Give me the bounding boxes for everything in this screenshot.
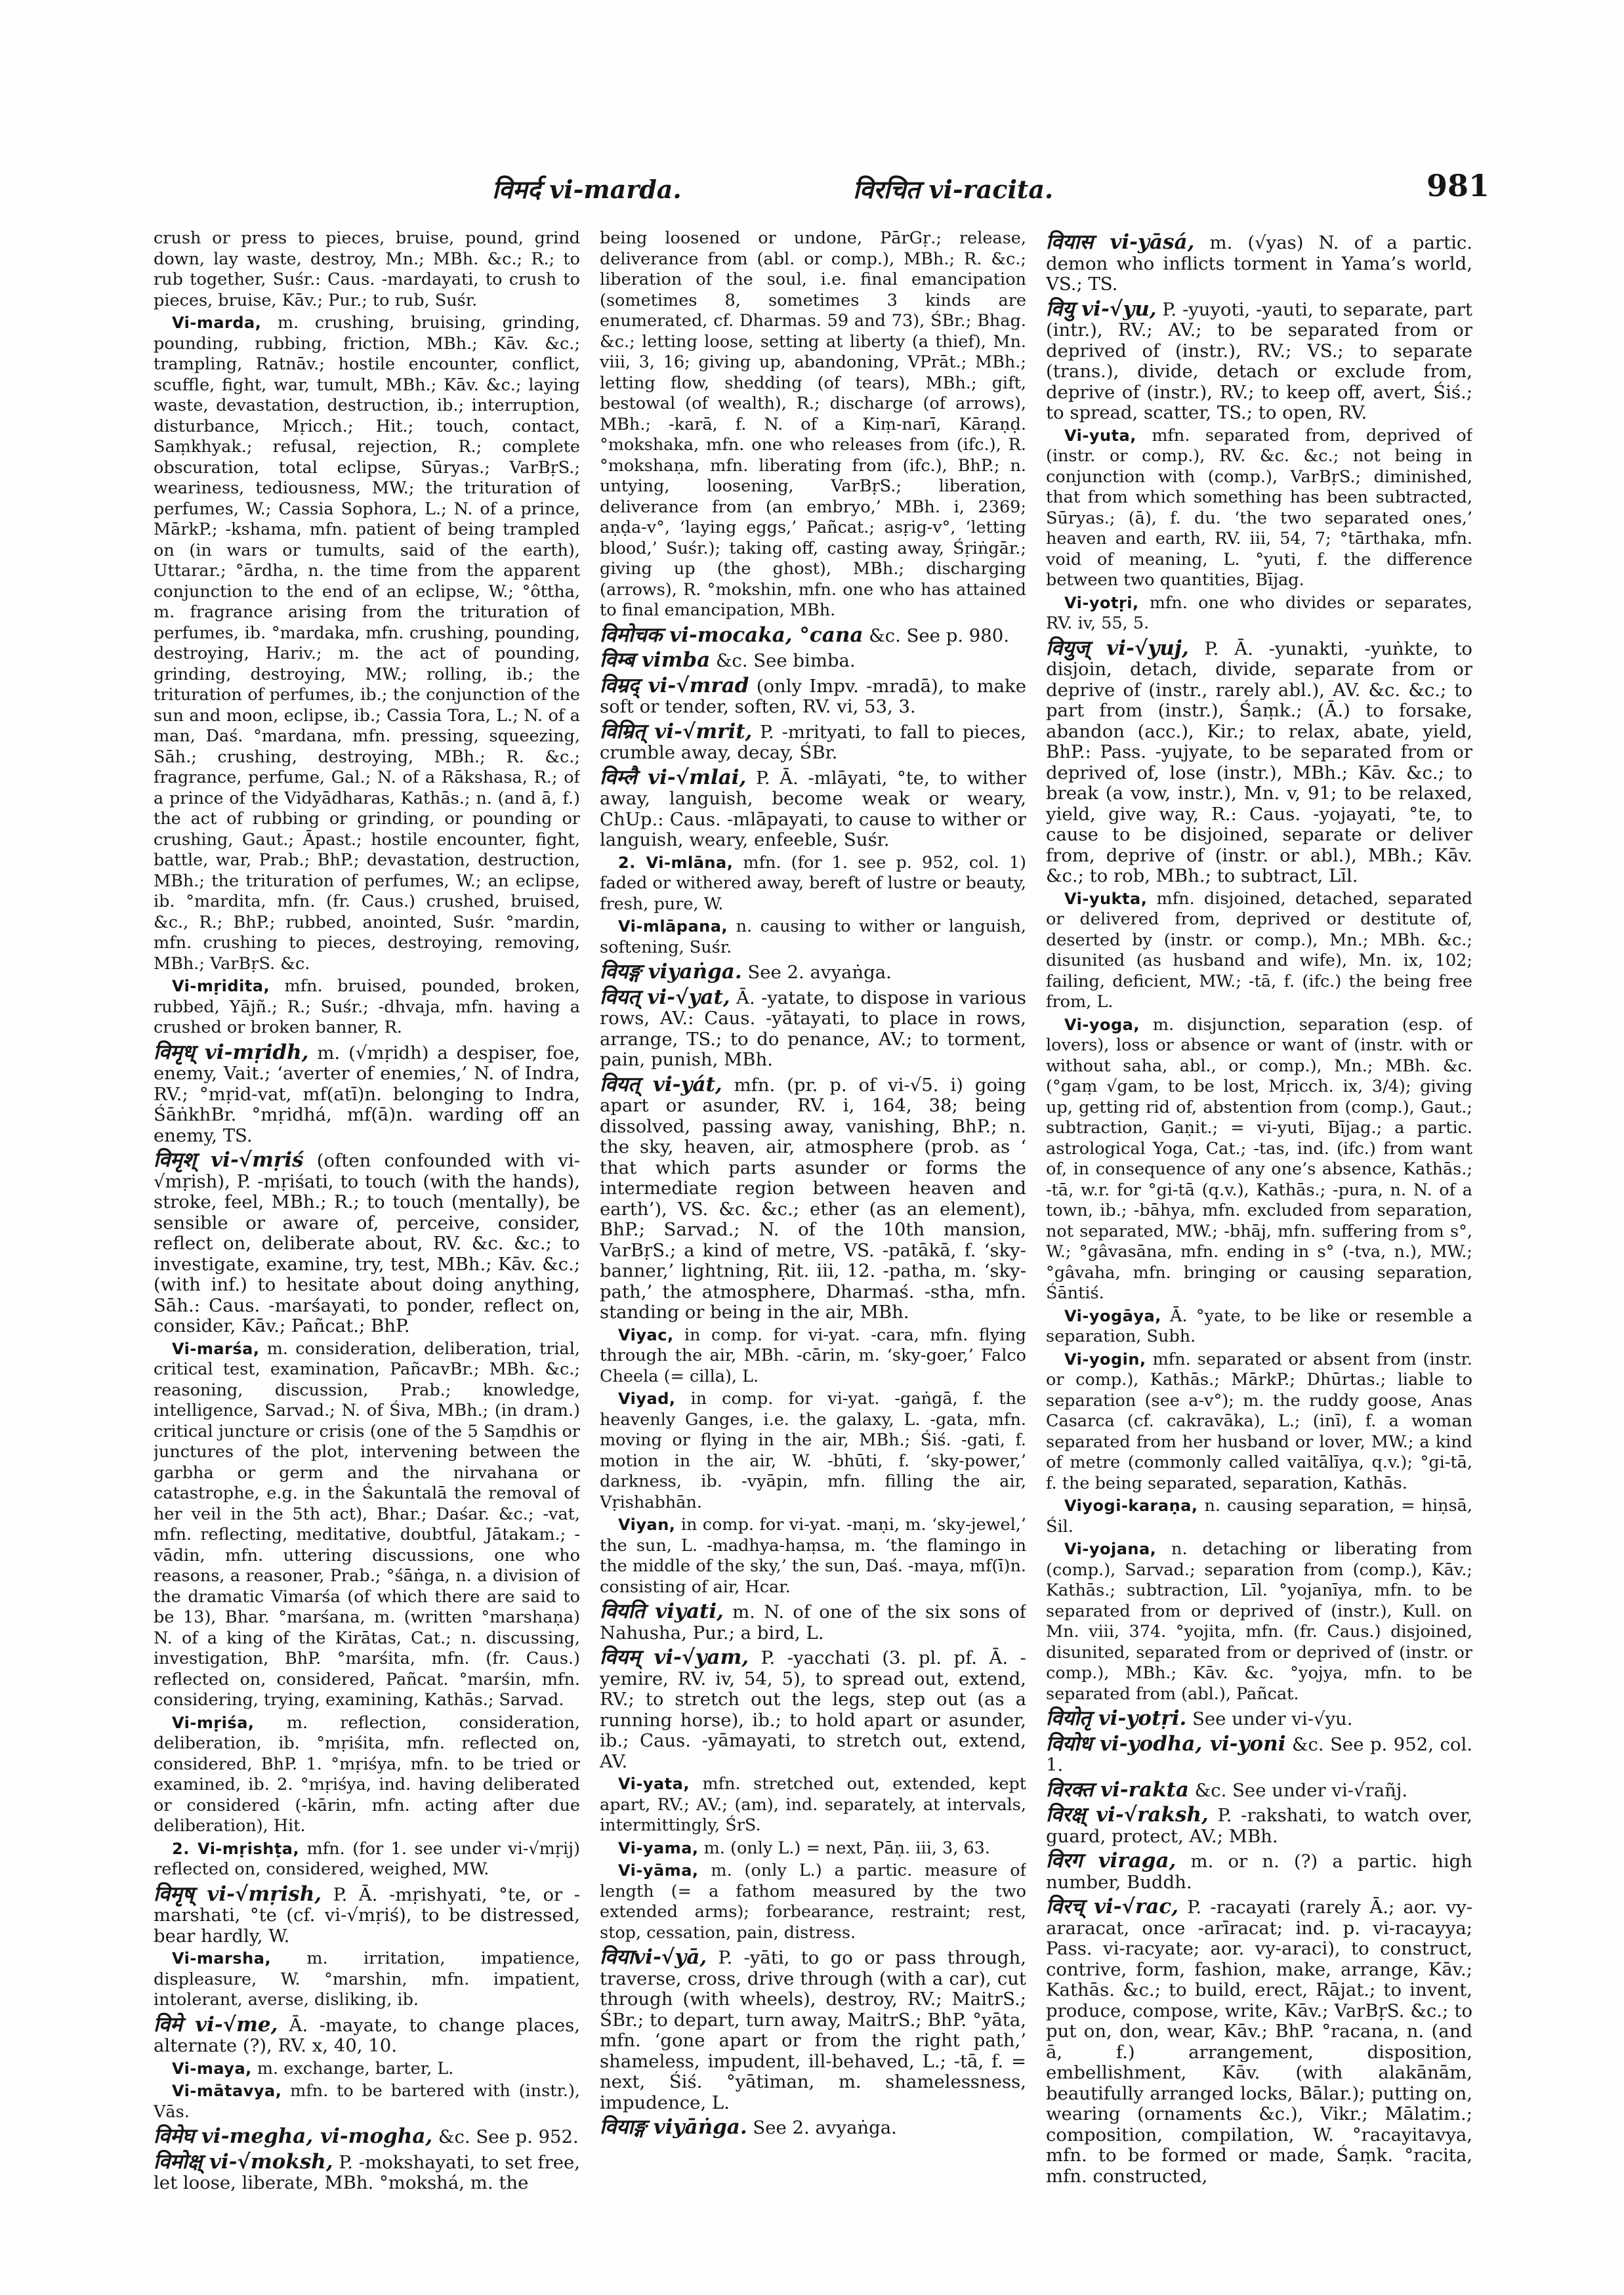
entry-headword: वियास vi-yāsá, — [1046, 230, 1195, 254]
entry-headword: विमे vi-√me, — [154, 2012, 278, 2037]
entry-definition: mfn. stretched out, extended, kept apart, RV.; AV.; (am), ind. separately, at intervals, intermittingly, ŚrS. — [600, 1774, 1026, 1835]
sub-entry — [154, 2059, 580, 2080]
entry-headword: Viyac, — [618, 1325, 674, 1344]
sub-entry — [600, 1389, 1026, 1513]
entry-headword: वियु vi-√yu, — [1046, 297, 1157, 321]
main-entry — [1046, 1708, 1472, 1730]
sub-entry — [600, 1325, 1026, 1388]
entry-headword: Vi-mlāpana, — [618, 917, 728, 936]
entry-headword: विमोक्ष् vi-√moksh, — [154, 2149, 333, 2174]
entry-headword: विमृश् vi-√mṛiś — [154, 1148, 304, 1172]
left-running-headword: विमर्द vi-marda. — [492, 175, 682, 204]
entry-headword: 2. Vi-mṛishṭa, — [172, 1839, 300, 1858]
entry-headword: विम्रित् vi-√mrit, — [600, 719, 753, 743]
entry-headword: वियुज् vi-√yuj, — [1046, 636, 1189, 660]
column-1 — [154, 228, 580, 2229]
sub-entry — [1046, 1306, 1472, 1348]
entry-definition: mfn. bruised, pounded, broken, rubbed, Yājñ.; R.; Suśr.; -dhvaja, mfn. having a crushed or broken banner, R. — [154, 976, 580, 1037]
sub-entry — [1046, 1015, 1472, 1304]
entry-headword: Vi-marda, — [172, 314, 262, 332]
entry-definition: crush or press to pieces, bruise, pound, grind down, lay waste, destroy, Mn.; MBh. &c.; R.; to rub together, Suśr.: Caus. -mardayati, to crush to pieces, bruise, Kāv.; Pur.; to rub, Suśr. — [154, 228, 580, 310]
main-entry — [600, 2117, 1026, 2139]
entry-definition: m. disjunction, separation (esp. of lovers), loss or absence or want of (instr. with or without saha, abl., or comp.), Mn.; MBh. &c. (°gaṃ √gam, to be lost, Mṛicch. ix, 3/4); giving up, getting rid of, abstention from (comp.), Gaut.; subtraction, Gaṇit.; = vi-yuti, Bījag.; a partic. astrological Yoga, Cat.; -tas, ind. (ifc.) from want of, in consequence of any one’s absence, Kathās.; -tā, w.r. for °gi-tā (q.v.), Kathās.; -pura, n. N. of a town, ib.; -bāhya, mfn. excluded from separation, not separated, MW.; -bhāj, mfn. suffering from s°, W.; °gâvasāna, mfn. ending in s° (-tva, n.), MW.; °gâvaha, mfn. bringing or causing separation, Śāntiś. — [1046, 1014, 1472, 1303]
continued-entry — [600, 228, 1026, 621]
entry-definition: m. (only L.) = next, Pāṇ. iii, 3, 63. — [703, 1838, 990, 1858]
entry-headword: वियत् vi-√yat, — [600, 985, 730, 1009]
entry-definition: P. -yacchati (3. pl. pf. Ā. -yemire, RV. iv, 54, 5), to spread out, extend, RV.; to stretch out the legs, step out (as a running horse), ib.; to hold apart or asunder, ib.; Caus. -yāmayati, to stretch out, extend, AV. — [600, 1647, 1026, 1772]
entry-definition: mfn. (pr. p. of vi-√5. i) going apart or asunder, RV. i, 164, 38; being dissolved, passing away, vanishing, BhP.; n. the sky, heaven, air, atmosphere (prob. as ‘ that which parts asunder or forms the intermediate region between heaven and earth’), VS. &c. &c.; ether (as an element), BhP.; Sarvad.; N. of the 10th mansion, VarBṛS.; a kind of metre, VS. -patākā, f. ‘sky-banner,’ lightning, Ṛit. iii, 12. -patha, m. ‘sky-path,’ the atmosphere, Dharmaś. -stha, mfn. standing or being in the air, MBh. — [600, 1074, 1026, 1323]
entry-definition: &c. See under vi-√rañj. — [1194, 1779, 1408, 1801]
main-entry — [600, 1602, 1026, 1644]
main-entry — [600, 1072, 1026, 1323]
entry-definition: Ā. -yatate, to dispose in various rows, AV.: Caus. -yātayati, to place in rows, arrange, TS.; to do penance, AV.; to torment, pain, punish, MBh. — [600, 987, 1026, 1070]
entry-headword: Vi-yuta, — [1064, 426, 1136, 445]
entry-definition: (often confounded with vi-√mṛish), P. -mṛiśati, to touch (with the hands), stroke, feel, MBh.; R.; to touch (mentally), be sensible or aware of, perceive, consider, reflect on, deliberate about, RV. &c. &c.; to investigate, examine, try, test, MBh.; Kāv. &c.; (with inf.) to hesitate about doing anything, Sāh.: Caus. -marśayati, to ponder, reflect on, consider, Kāv.; Pañcat.; BhP. — [154, 1150, 580, 1336]
column-2 — [600, 228, 1026, 2229]
entry-definition: (only Impv. -mradā), to make soft or tender, soften, RV. vi, 53, 3. — [600, 675, 1026, 717]
entry-headword: Vi-yojana, — [1064, 1540, 1157, 1558]
main-entry — [600, 987, 1026, 1071]
entry-definition: Ā. -mayate, to change places, alternate (?), RV. x, 40, 10. — [154, 2014, 580, 2056]
entry-headword: वियम् vi-√yam, — [600, 1645, 749, 1669]
entry-definition: mfn. separated or absent from (instr. or comp.), Kathās.; MārkP.; Dhūrtas.; liable to separation (see a-v°); m. the ruddy goose, Anas Casarca (cf. cakravāka), L.; (inī), f. a woman separated from her husband or lover, MW.; a kind of metre (commonly called vaitālīya, q.v.); °gi-tā, f. the being separated, separation, Kathās. — [1046, 1349, 1472, 1493]
entry-headword: Vi-mṛiśa, — [172, 1713, 255, 1732]
entry-definition: P. Ā. -yunakti, -yuṅkte, to disjoin, detach, divide, separate from or deprive of (instr., rarely abl.), AV. &c. &c.; to part from (instr.), Śaṃk.; (Ā.) to forsake, abandon (acc.), Kir.; to relax, abate, yield, BhP.: Pass. -yujyate, to be separated from or deprived of, lose (instr.), MBh.; Kāv. &c.; to break (a vow, instr.), Mn. v, 91; to be relaxed, yield, give way, R.: Caus. -yojayati, °te, to cause to be disjoined, separate or deliver from, deprive of (instr. or abl.), MBh.; Kāv. &c.; to rob, MBh.; to subtract, Līl. — [1046, 638, 1472, 886]
entry-headword: Vi-yāma, — [618, 1861, 699, 1880]
entry-headword: विरच् vi-√rac, — [1046, 1895, 1179, 1918]
entry-definition: See 2. avyaṅga. — [747, 962, 892, 983]
entry-definition: m. exchange, barter, L. — [257, 2058, 454, 2078]
entry-headword: Vi-marsha, — [172, 1949, 272, 1968]
main-entry — [1046, 1731, 1472, 1776]
entry-headword: विम्ब vimba — [600, 648, 711, 672]
entry-definition: P. Ā. -mlāyati, °te, to wither away, languish, become weak or weary, ChUp.: Caus. -mlāpayati, to cause to wither or languish, weary, enfeeble, Suśr. — [600, 767, 1026, 850]
entry-definition: n. causing to wither or languish, softening, Suśr. — [600, 917, 1026, 957]
entry-definition: Ā. °yate, to be like or resemble a separation, Subh. — [1046, 1306, 1472, 1346]
entry-definition: n. detaching or liberating from (comp.), Sarvad.; separation from (comp.), Kāv.; Kathās.; subtraction, Līl. °yojanīya, mfn. to be separated from or deprived of (instr.), Kull. on Mn. viii, 374. °yojita, mfn. (fr. Caus.) disjoined, disunited, separated from or deprived of (instr. or comp.), MBh.; Kāv. &c. °yojya, mfn. to be separated from (abl.), Pañcat. — [1046, 1539, 1472, 1704]
main-entry — [1046, 638, 1472, 887]
entry-headword: विमोचक vi-mocaka, °cana — [600, 623, 864, 647]
entry-definition: See under vi-√yu. — [1192, 1708, 1353, 1729]
sub-entry — [600, 1515, 1026, 1598]
entry-definition: See 2. avyaṅga. — [753, 2117, 897, 2138]
entry-headword: वियति viyati, — [600, 1600, 724, 1623]
main-entry — [1046, 1897, 1472, 2187]
entry-headword: वियाङ्ग viyāṅga. — [600, 2115, 747, 2139]
sub-entry — [600, 1861, 1026, 1943]
entry-definition: &c. See bimba. — [715, 650, 856, 671]
entry-definition: m. (√mṛidh) a despiser, foe, enemy, Vait.; ‘averter of enemies,’ N. of Indra, RV.; °mṛid-vat, mf(atī)n. belonging to Indra, ŚāṅkhBr. °mṛidhá, mf(ā)n. warding off an enemy, TS. — [154, 1042, 580, 1146]
sub-entry — [154, 1839, 580, 1880]
sub-entry — [1046, 593, 1472, 634]
entry-headword: Vi-yotṛi, — [1064, 593, 1139, 612]
entry-definition: in comp. for vi-yat. -gaṅgā, f. the heavenly Ganges, i.e. the galaxy, L. -gata, mfn. moving or flying in the air, MBh.; Śiś. -gati, f. motion in the air, W. -bhūti, f. ‘sky-power,’ darkness, ib. -vyāpin, mfn. filling the air, Vṛishabhān. — [600, 1389, 1026, 1512]
entry-headword: Vi-yata, — [618, 1775, 690, 1793]
main-entry — [1046, 1851, 1472, 1893]
entry-definition: m. reflection, consideration, deliberation, ib. °mṛiśita, mfn. reflected on, considered, BhP. 1. °mṛiśya, mfn. to be tried or examined, ib. 2. °mṛiśya, ind. having deliberated or considered (-kārin, mfn. acting after due deliberation), Hit. — [154, 1712, 580, 1836]
entry-definition: &c. See p. 980. — [869, 625, 1010, 646]
sub-entry — [154, 1713, 580, 1837]
sub-entry — [600, 1774, 1026, 1836]
entry-definition: P. Ā. -mṛishyati, °te, or -marshati, °te (cf. vi-√mṛiś), to be distressed, bear hardly, W. — [154, 1884, 580, 1947]
sub-entry — [154, 1339, 580, 1711]
main-entry — [154, 2149, 580, 2194]
main-entry — [600, 625, 1026, 647]
entry-headword: Viyad, — [618, 1390, 676, 1408]
entry-headword: Viyogi-karaṇa, — [1064, 1497, 1198, 1515]
entry-headword: Vi-mātavya, — [172, 2082, 282, 2100]
entry-headword: विम्लै vi-√mlai, — [600, 765, 747, 789]
main-entry — [600, 719, 1026, 764]
entry-headword: विरक्त vi-rakta — [1046, 1777, 1189, 1802]
main-entry — [154, 1150, 580, 1337]
entry-headword: Vi-maya, — [172, 2059, 252, 2078]
entry-headword: वियङ्ग viyaṅga. — [600, 960, 742, 983]
main-entry — [154, 1040, 580, 1147]
entry-headword: वियत् vi-yát, — [600, 1072, 722, 1096]
main-entry — [600, 673, 1026, 718]
entry-definition: P. -mrityati, to fall to pieces, crumble away, decay, ŚBr. — [600, 721, 1026, 763]
entry-definition: m. irritation, impatience, displeasure, W. °marshin, mfn. impatient, intolerant, averse, disliking, ib. — [154, 1949, 580, 2010]
entry-definition: mfn. disjoined, detached, separated or delivered from, deprived or destitute of, deserted by (instr. or comp.), Mn.; MBh. &c.; disunited (as husband and wife), Mn. ix, 102; failing, deficient, MW.; -tā, f. (ifc.) the being free from, L. — [1046, 888, 1472, 1012]
entry-headword: विमृध् vi-mṛidh, — [154, 1040, 309, 1064]
sub-entry — [154, 313, 580, 974]
column-3 — [1046, 228, 1472, 2229]
entry-definition: m. (√yas) N. of a partic. demon who inflicts torment in Yama’s world, VS.; TS. — [1046, 232, 1472, 295]
entry-headword: Vi-yama, — [618, 1838, 699, 1857]
entry-definition: being loosened or undone, PārGṛ.; release, deliverance from (abl. or comp.), MBh.; R. &c.; liberation of the soul, i.e. final emancipation (sometimes 8, sometimes 3 kinds are enumerated, cf. Dharmas. 59 and 73), ŚBr.; Bhag. &c.; letting loose, setting at liberty (a thief), Mn. viii, 3, 16; giving up, abandoning, VPrāt.; MBh.; letting flow, shedding (of tears), MBh.; gift, bestowal (of wealth), R.; discharge (of arrows), MBh.; -karā, f. N. of a Kiṃ-narī, Kāraṇḍ. °mokshaka, mfn. one who releases from (ifc.), R. °mokshaṇa, mfn. liberating from (ifc.), BhP.; n. untying, loosening, VarBṛS.; liberation, deliverance from (an embryo,’ MBh. i, 2369; aṇḍa-v°, ‘laying eggs,’ Pañcat.; asṛig-v°, ‘letting blood,’ Suśr.); taking off, casting away, Śṛiṅgār.; giving up (the ghost), MBh.; discharging (arrows), R. °mokshin, mfn. one who has attained to final emancipation, MBh. — [600, 228, 1026, 620]
entry-definition: in comp. for vi-yat. -cara, mfn. flying through the air, MBh. -cārin, m. ‘sky-goer,’ Falco Cheela (= cilla), L. — [600, 1325, 1026, 1386]
entry-definition: P. -rakshati, to watch over, guard, protect, AV.; MBh. — [1046, 1805, 1472, 1847]
entry-definition: P. -racayati (rarely Ā.; aor. vy-araracat, once -arīracat; ind. p. vi-racayya; Pass. vi-racyate; aor. vy-araci), to construct, contrive, form, fashion, make, arrange, Kāv.; Kathās. &c.; to build, erect, Rājat.; to invent, produce, compose, write, Kāv.; VarBṛS. &c.; to put on, don, wear, Kāv.; BhP. °racana, n. (and ā, f.) arrangement, disposition, embellishment, Kāv. (with alakānām, beautifully arranged locks, Bālar.); putting on, wearing (ornaments &c.), Vikr.; Mālatim.; composition, compilation, W. °racayitavya, mfn. to be formed or made, Śaṃk. °racita, mfn. constructed, — [1046, 1897, 1472, 2187]
entry-headword: वियाvi-√yā, — [600, 1945, 707, 1969]
entry-definition: mfn. (for 1. see under vi-√mṛij) reflected on, considered, weighed, MW. — [154, 1838, 580, 1879]
entry-headword: Vi-yoga, — [1064, 1015, 1140, 1034]
entry-definition: n. causing separation, = hiṇsā, Śil. — [1046, 1496, 1472, 1537]
main-entry — [600, 765, 1026, 851]
entry-headword: वियोध vi-yodha, vi-yoni — [1046, 1731, 1286, 1756]
sub-entry — [1046, 1539, 1472, 1705]
sub-entry — [154, 2081, 580, 2122]
sub-entry — [600, 853, 1026, 915]
main-entry — [600, 1947, 1026, 2113]
sub-entry — [1046, 1496, 1472, 1537]
sub-entry — [1046, 426, 1472, 591]
entry-headword: Vi-yukta, — [1064, 889, 1148, 908]
entry-headword: Vi-mṛidita, — [172, 977, 270, 995]
entry-headword: विरक्ष् vi-√raksh, — [1046, 1803, 1209, 1827]
entry-definition: mfn. (for 1. see p. 952, col. 1) faded or withered away, bereft of lustre or beauty, fresh, pure, W. — [600, 852, 1026, 914]
entry-definition: mfn. one who divides or separates, RV. iv, 55, 5. — [1046, 592, 1472, 633]
sub-entry — [154, 1949, 580, 2011]
entry-definition: m. N. of one of the six sons of Nahusha, Pur.; a bird, L. — [600, 1602, 1026, 1644]
main-entry — [1046, 1777, 1472, 1802]
main-entry — [154, 1884, 580, 1947]
entry-definition: &c. See p. 952, col. 1. — [1046, 1733, 1472, 1775]
entry-definition: m. consideration, deliberation, trial, critical test, examination, PañcavBr.; MBh. &c.; reasoning, discussion, Prab.; knowledge, intelligence, Sarvad.; N. of Śiva, MBh.; (in dram.) critical juncture or crisis (one of the 5 Saṃdhis or junctures of the plot, intervening between the garbha or germ and the nirvahana or catastrophe, e.g. in the Śakuntalā the removal of her veil in the 5th act), Bhar.; Daśar. &c.; -vat, mfn. reflecting, meditative, doubtful, Jātakam.; -vādin, mfn. uttering discussions, one who reasons, a reasoner, Prab.; °śāṅga, n. a division of the dramatic Vimarśa (of which there are said to be 13), Bhar. °marśana, m. (written °marshaṇa) N. of a king of the Kirātas, Cat.; n. discussing, investigation, BhP. °marśita, mfn. (fr. Caus.) reflected on, considered, Pañcat. °marśin, mfn. considering, trying, examining, Kathās.; Sarvad. — [154, 1338, 580, 1710]
entry-headword: 2. Vi-mlāna, — [618, 853, 734, 872]
entry-headword: Vi-marśa, — [172, 1339, 260, 1358]
main-entry — [1046, 299, 1472, 424]
entry-definition: in comp. for vi-yat. -maṇi, m. ‘sky-jewel,’ the sun, L. -madhya-haṃsa, m. ‘the flamingo in the middle of the sky,’ the sun, Daś. -maya, mf(ī)n. consisting of air, Hcar. — [600, 1515, 1026, 1597]
entry-headword: Vi-yogin, — [1064, 1350, 1146, 1369]
main-entry — [600, 1647, 1026, 1772]
page-number: 981 — [1426, 168, 1489, 203]
entry-definition: mfn. separated from, deprived of (instr. or comp.), RV. &c. &c.; not being in conjunction with (comp.), VarBṛS.; diminished, that from which something has been subtracted, Sūryas.; (ā), f. du. ‘the two separated ones,’ heaven and earth, RV. iii, 54, 7; °tārthaka, mfn. void of meaning, L. °yuti, f. the difference between two quantities, Bījag. — [1046, 425, 1472, 590]
entry-headword: विम्रद् vi-√mrad — [600, 673, 749, 697]
entry-headword: विरग viraga, — [1046, 1849, 1176, 1872]
entry-definition: m. crushing, bruising, grinding, pounding, rubbing, friction, MBh.; Kāv. &c.; trampling, Ratnāv.; hostile encounter, conflict, scuffle, fight, war, tumult, MBh.; Kāv. &c.; laying waste, devastation, destruction, ib.; interruption, disturbance, Mṛicch.; Hit.; touch, contact, Saṃkhyak.; refusal, rejection, R.; complete obscuration, total eclipse, Sūryas.; VarBṛS.; weariness, tediousness, MW.; the trituration of perfumes, W.; Cassia Sophora, L.; N. of a prince, MārkP.; -kshama, mfn. patient of being trampled on (in wars or tumults, said of the earth), Uttarar.; °ārdha, n. the time from the apparent conjunction to the end of an eclipse, W.; °ôttha, m. fragrance arising from the trituration of perfumes, ib. °mardaka, mfn. crushing, pounding, destroying, Hariv.; m. the act of pounding, grinding, destroying, MW.; rolling, ib.; the trituration of perfumes, ib.; the conjunction of the sun and moon, eclipse, ib.; Cassia Tora, L.; N. of a man, Daś. °mardana, mfn. pressing, squeezing, Sāh.; crushing, destroying, MBh.; R. &c.; fragrance, perfume, Gal.; N. of a Rākshasa, R.; of a prince of the Vidyādharas, Kathās.; n. (and ā, f.) the act of rubbing or grinding, or pounding or crushing, Gaut.; Āpast.; hostile encounter, fight, battle, war, Prab.; BhP.; devastation, destruction, MBh.; the trituration of perfumes, W.; an eclipse, ib. °mardita, mfn. (fr. Caus.) crushed, bruised, &c., R.; BhP.; rubbed, anointed, Suśr. °mardin, mfn. crushing to pieces, destroying, removing, MBh.; VarBṛS. &c. — [154, 313, 580, 974]
entry-definition: m. (only L.) a partic. measure of length (= a fathom measured by the two extended arms); forbearance, restraint; rest, stop, cessation, pain, distress. — [600, 1861, 1026, 1943]
entry-definition: mfn. to be bartered with (instr.), Vās. — [154, 2081, 580, 2122]
main-entry — [154, 2126, 580, 2148]
sub-entry — [600, 1838, 1026, 1859]
main-entry — [1046, 232, 1472, 295]
main-entry — [600, 962, 1026, 983]
sub-entry — [154, 976, 580, 1039]
entry-definition: m. or n. (?) a partic. high number, Buddh. — [1046, 1851, 1472, 1893]
entry-headword: Vi-yogāya, — [1064, 1306, 1161, 1325]
main-entry — [154, 2012, 580, 2057]
entry-definition: P. -yuyoti, -yauti, to separate, part (intr.), RV.; AV.; to be separated from or deprived of (instr.), RV.; VS.; to separate (trans.), divide, detach or exclude from, deprive of (instr.), RV.; to keep off, avert, Śiś.; to spread, scatter, TS.; to open, RV. — [1046, 299, 1472, 423]
entry-definition: P. -yāti, to go or pass through, traverse, cross, drive through (with a car), cut through (with wheels), destroy, RV.; MaitrS.; ŚBr.; to depart, turn away, MaitrS.; BhP. °yāta, mfn. ‘gone apart or from the right path,’ shameless, impudent, ill-behaved, L.; -tā, f. = next, Śiś. °yātiman, m. shamelessness, impudence, L. — [600, 1947, 1026, 2113]
sub-entry — [600, 917, 1026, 958]
entry-definition: P. -mokshayati, to set free, let loose, liberate, MBh. °mokshá, m. the — [154, 2151, 580, 2193]
main-entry — [1046, 1805, 1472, 1847]
page-header — [138, 168, 1489, 224]
entry-headword: Viyan, — [618, 1516, 676, 1534]
sub-entry — [1046, 889, 1472, 1013]
entry-headword: विमेघ vi-megha, vi-mogha, — [154, 2124, 433, 2148]
entry-headword: विमृष् vi-√mṛish, — [154, 1882, 322, 1906]
entry-definition: &c. See p. 952. — [438, 2126, 579, 2147]
right-running-headword: विरचित vi-racita. — [853, 175, 1054, 204]
sub-entry — [1046, 1350, 1472, 1495]
entry-headword: वियोतृ vi-yotṛi. — [1046, 1706, 1187, 1730]
continued-entry — [154, 228, 580, 311]
main-entry — [600, 650, 1026, 672]
